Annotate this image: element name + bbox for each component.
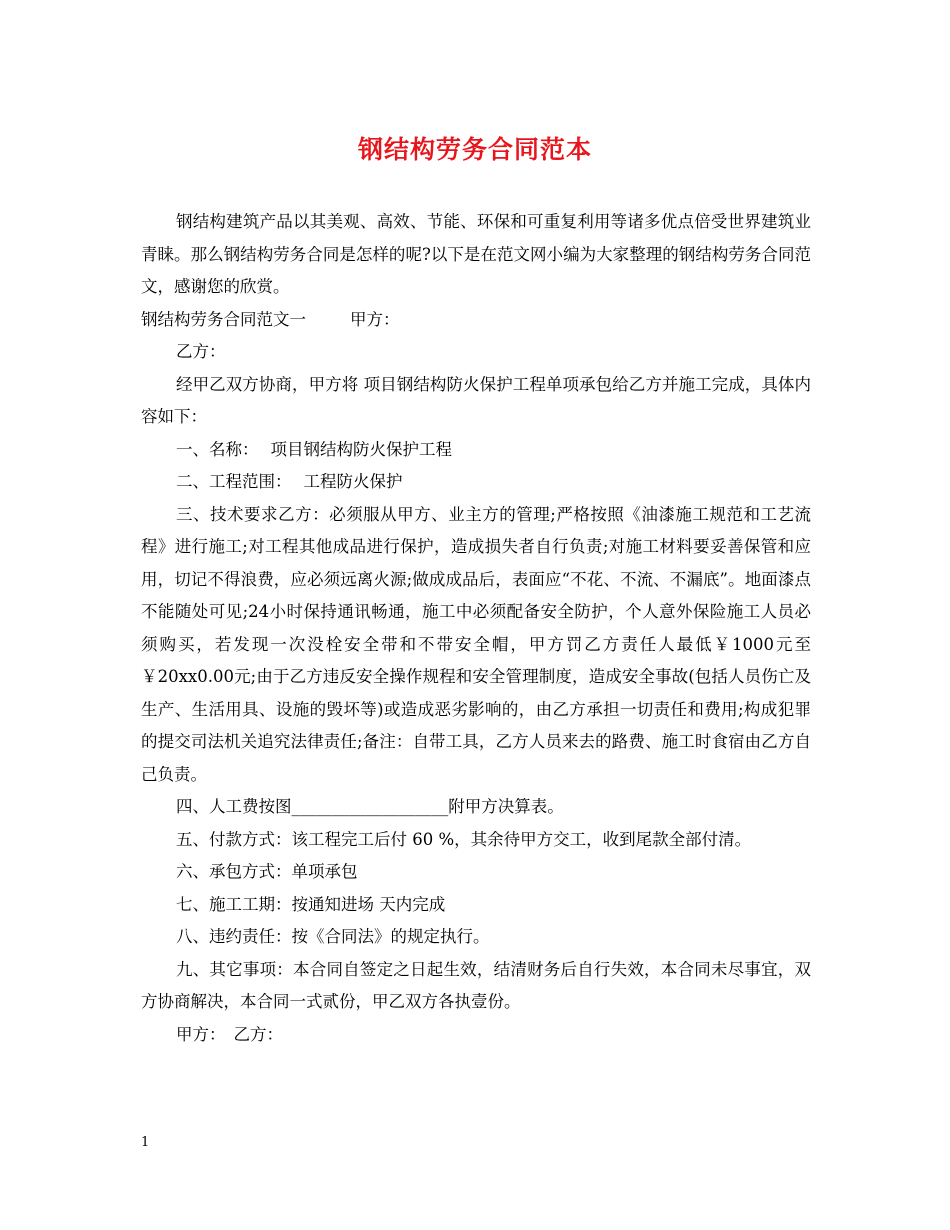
clause-2-label: 二、工程范围： [176, 472, 292, 491]
clause-7: 七、施工工期：按通知进场 天内完成 [176, 894, 446, 914]
signature-line [141, 1019, 811, 1052]
clause-1 [141, 434, 811, 467]
clause-8: 八、违约责任：按《合同法》的规定执行。 [176, 927, 490, 946]
clause-1-value: 项目钢结构防火保护工程 [270, 439, 452, 459]
section-heading-line [141, 304, 811, 337]
signature-party-b: 乙方： [233, 1024, 283, 1044]
clause-5: 五、付款方式：该工程完工后付 60 %，其余待甲方交工，收到尾款全部付清。 [176, 829, 752, 849]
page-number: 1 [141, 1135, 150, 1150]
signature-party-a: 甲方： [176, 1024, 226, 1044]
clause-9: 九、其它事项：本合同自签定之日起生效，结清财务后自行失效，本合同未尽事宜，双方协商解决，本合同一式贰份，甲乙双方各执壹份。 [141, 959, 811, 1011]
section-heading: 钢结构劳务合同范文一 [141, 309, 306, 329]
intro-paragraph: 钢结构建筑产品以其美观、高效、节能、环保和可重复利用等诸多优点倍受世界建筑业青睐。那么钢结构劳务合同是怎样的呢?以下是在范文网小编为大家整理的钢结构劳务合同范文，感谢您的欣赏。 [141, 212, 811, 296]
document-title: 钢结构劳务合同范本 [357, 135, 592, 164]
clause-2 [141, 466, 811, 499]
preamble-paragraph: 经甲乙双方协商，甲方将 项目钢结构防火保护工程单项承包给乙方并施工完成，具体内容如下： [141, 374, 811, 426]
clause-3: 三、技术要求乙方：必须服从甲方、业主方的管理;严格按照《油漆施工规范和工艺流程》进行施工;对工程其他成品进行保护，造成损失者自行负责;对施工材料要妥善保管和应用，切记不得浪费，应必须远离火源;做成成品后，表面应“不花、不流、不漏底”。地面漆点不能随处可见;24小时保持通讯畅通，施工中必须配备安全防护，个人意外保险施工人员必须购买，若发现一次没栓安全带和不带安全帽，甲方罚乙方责任人最低￥1000元至￥20xx0.00元;由于乙方违反安全操作规程和安全管理制度，造成安全事故(包括人员伤亡及生产、生活用具、设施的毁坏等)或造成恶劣影响的，由乙方承担一切责任和费用;构成犯罪的提交司法机关追究法律责任;备注：自带工具，乙方人员来去的路费、施工时食宿由乙方自己负责。 [141, 504, 811, 784]
party-b-label: 乙方： [176, 342, 226, 361]
clause-6: 六、承包方式：单项承包 [176, 862, 358, 881]
document-body [141, 206, 811, 1051]
clause-1-label: 一、名称： [176, 439, 259, 459]
party-a-label: 甲方： [350, 309, 400, 329]
clause-4: 四、人工费按图___________________附甲方决算表。 [176, 797, 564, 816]
clause-2-value: 工程防火保护 [303, 472, 403, 491]
